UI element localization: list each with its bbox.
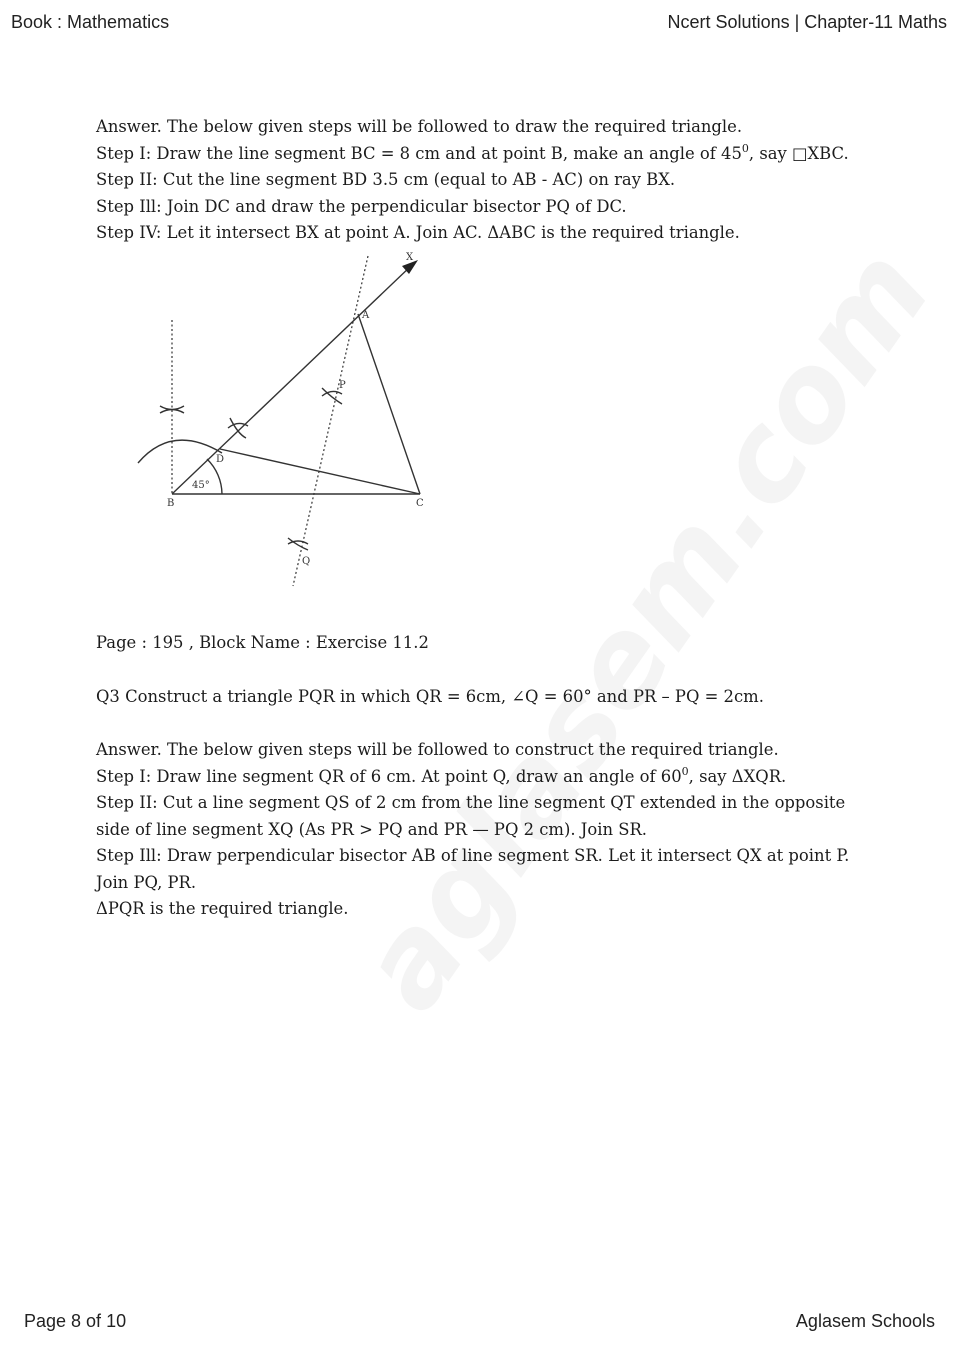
label-b: B [167,498,175,509]
header-book-title: Book : Mathematics [11,12,170,32]
label-d: D [216,454,225,465]
segment-ac [358,314,420,494]
answer-2-step-4: Step IV: Let it intersect BX at point A. Join AC. ΔABC is the required triangle. [96,223,740,242]
label-p: P [339,380,346,391]
page-info [96,630,856,657]
triangle-construction-figure [110,248,424,593]
label-x: X [406,252,414,263]
answer-3-step-3-line-1: Step Ill: Draw perpendicular bisector AB of line segment SR. Let it intersect QX at point P. [96,846,850,865]
label-c: C [416,498,424,509]
perpendicular-bisector-line [293,256,368,586]
answer-2-intro: Answer. The below given steps will be followed to draw the required triangle. [96,117,743,136]
arc-mark-ray [228,418,248,438]
question-3 [96,684,856,711]
answer-3-conclusion: ΔPQR is the required triangle. [96,899,349,918]
arc-mark-q [288,538,308,550]
label-angle: 45° [192,480,210,491]
footer-page-number: Page 8 of 10 [24,1311,127,1331]
answer-3-step-3-line-2: Join PQ, PR. [96,872,197,892]
question-3-text: Q3 Construct a triangle PQR in which QR = 6cm, ∠Q = 60° and PR – PQ = 2cm. [96,687,764,706]
label-a: A [362,310,370,321]
answer-2-step-2: Step II: Cut the line segment BD 3.5 cm (equal to AB - AC) on ray BX. [96,170,676,189]
answer-3-intro: Answer. The below given steps will be followed to construct the required triangle. [96,740,779,759]
segment-dc [220,449,420,494]
label-q: Q [302,556,311,567]
answer-3-step-2-line-1: Step II: Cut a line segment QS of 2 cm from the line segment QT extended in the opposite [96,793,846,812]
page-block-name: Page : 195 , Block Name : Exercise 11.2 [96,633,429,652]
answer-3-block [96,737,856,923]
answer-2-block [96,114,856,247]
answer-3-step-2-line-2: side of line segment XQ (As PR > PQ and PR — PQ 2 cm). Join SR. [96,819,648,839]
answer-2-step-3: Step Ill: Join DC and draw the perpendicular bisector PQ of DC. [96,196,627,216]
construction-arc-b [138,440,225,465]
answer-3-step-1: Step I: Draw line segment QR of 6 cm. At point Q, draw an angle of $60^0$, say ΔXQR. [96,764,787,786]
header-chapter-title: Ncert Solutions | Chapter-11 Maths [667,12,947,32]
answer-2-step-1: Step I: Draw the line segment BC = 8 cm and at point B, make an angle of $45^0$, say □XBC. [96,141,849,163]
footer-publisher: Aglasem Schools [795,1311,935,1331]
